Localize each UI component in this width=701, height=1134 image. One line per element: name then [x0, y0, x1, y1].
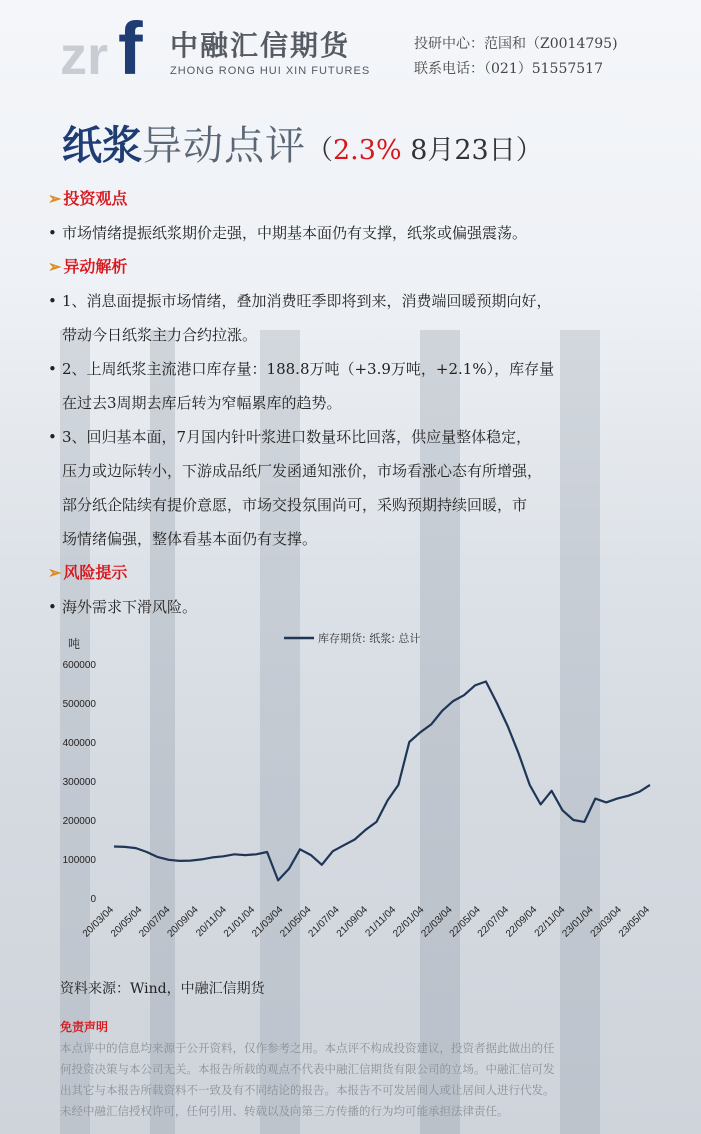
- x-tick-label: 22/09/04: [503, 904, 540, 940]
- inventory-chart: [44, 628, 664, 968]
- y-tick-label: 400000: [62, 738, 96, 749]
- analysis-point-1-line-1: • 1、消息面提振市场情绪，叠加消费旺季即将到来，消费端回暖预期向好，: [48, 284, 678, 318]
- contact-info: [414, 32, 618, 82]
- x-tick-label: 23/01/04: [560, 904, 596, 940]
- disclaimer-line: 未经中融汇信授权许可，任何引用、转载以及向第三方传播的行为均可能承担法律责任。: [60, 1104, 509, 1118]
- x-tick-label: 22/07/04: [475, 904, 512, 940]
- analysis-point-2-line-1: • 2、上周纸浆主流港口库存量：188.8万吨（+3.9万吨，+2.1%），库存量: [48, 352, 678, 386]
- section-title: 风险提示: [63, 563, 128, 582]
- analysis-point-3-line-1: • 3、回归基本面，7月国内针叶浆进口数量环比回落，供应量整体稳定，: [48, 420, 678, 454]
- x-tick-label: 21/01/04: [221, 904, 258, 940]
- x-tick-label: 21/11/04: [363, 904, 399, 940]
- x-tick-label: 22/01/04: [391, 904, 427, 940]
- risk-text: • 海外需求下滑风险。: [48, 590, 678, 624]
- title-product: 纸浆: [62, 122, 142, 169]
- y-tick-label: 200000: [62, 816, 96, 827]
- analysis-point-1-line-2: 带动今日纸浆主力合约拉涨。: [62, 326, 258, 344]
- view-text: • 市场情绪提振纸浆期价走强，中期基本面仍有支撑，纸浆或偏强震荡。: [48, 216, 678, 250]
- svg-text:f: f: [118, 12, 143, 80]
- y-axis-label: 吨: [68, 637, 81, 651]
- y-tick-label: 100000: [62, 855, 96, 866]
- data-source: 资料来源：Wind，中融汇信期货: [60, 981, 265, 997]
- arrow-icon: ➢: [48, 189, 62, 208]
- x-tick-label: 21/05/04: [278, 904, 314, 940]
- title-topic: 异动点评: [142, 123, 306, 169]
- y-tick-label: 300000: [62, 777, 96, 788]
- x-tick-label: 22/03/04: [419, 904, 455, 940]
- contact-research: 投研中心：范国和（Z0014795): [414, 36, 618, 52]
- x-tick-label: 20/05/04: [109, 904, 145, 940]
- y-tick-label: 600000: [62, 660, 96, 671]
- contact-phone: 联系电话：（021）51557517: [414, 61, 603, 77]
- logo-english-name: ZHONG RONG HUI XIN FUTURES: [170, 65, 371, 77]
- x-tick-label: 22/11/04: [532, 904, 568, 940]
- title-open-paren: （: [306, 135, 333, 166]
- section-title: 异动解析: [63, 257, 128, 276]
- arrow-icon: ➢: [48, 257, 62, 276]
- x-tick-label: 23/05/04: [616, 904, 653, 940]
- x-tick-label: 21/07/04: [306, 904, 342, 940]
- disclaimer-line: 何投资决策与本公司无关。本报告所载的观点不代表中融汇信期货有限公司的立场。中融汇信可发: [60, 1062, 555, 1076]
- y-tick-label: 500000: [62, 699, 96, 710]
- arrow-icon: ➢: [48, 563, 62, 582]
- legend-label: 库存期货: 纸浆: 总计: [318, 632, 421, 645]
- title-close-paren: ）: [515, 135, 543, 166]
- x-tick-label: 20/07/04: [137, 904, 173, 940]
- y-tick-label: 0: [90, 894, 96, 905]
- disclaimer-line: 出其它与本报告所载资料不一致及有不同结论的报告。本报告不可发居间人或让居间人进行代发。: [60, 1083, 555, 1097]
- x-tick-label: 20/09/04: [165, 904, 201, 940]
- section-analysis: [48, 250, 678, 284]
- company-logo-icon: [60, 12, 160, 80]
- analysis-point-2-line-2: 在过去3周期去库后转为窄幅累库的趋势。: [62, 394, 342, 412]
- svg-text:zr: zr: [60, 26, 109, 80]
- series-line: [114, 682, 650, 881]
- logo-chinese-name: 中融汇信期货: [170, 29, 351, 62]
- title-percent: 2.3%: [333, 135, 402, 166]
- header: [0, 0, 701, 100]
- page-title: [62, 114, 543, 171]
- analysis-point-3-line-4: 场情绪偏强，整体看基本面仍有支撑。: [62, 530, 318, 548]
- section-investment-view: [48, 182, 678, 216]
- x-tick-label: 21/09/04: [334, 904, 371, 940]
- x-tick-label: 20/03/04: [80, 904, 117, 940]
- x-tick-label: 20/11/04: [194, 904, 229, 940]
- x-tick-label: 22/05/04: [447, 904, 483, 940]
- disclaimer-title: 免责声明: [60, 1020, 109, 1034]
- disclaimer-text: [60, 1038, 650, 1122]
- analysis-point-3-line-2: 压力或边际转小，下游成品纸厂发函通知涨价，市场看涨心态有所增强，: [62, 462, 543, 480]
- title-date: 8月23日: [401, 135, 516, 166]
- section-risk: [48, 556, 678, 590]
- x-tick-label: 23/03/04: [588, 904, 624, 940]
- section-title: 投资观点: [63, 189, 128, 208]
- x-tick-label: 21/03/04: [250, 904, 286, 940]
- analysis-point-3-line-3: 部分纸企陆续有提价意愿，市场交投氛围尚可，采购预期持续回暖，市: [62, 496, 528, 514]
- disclaimer-line: 本点评中的信息均来源于公开资料，仅作参考之用。本点评不构成投资建议，投资者据此做出的任: [60, 1041, 555, 1055]
- report-body: [48, 182, 678, 624]
